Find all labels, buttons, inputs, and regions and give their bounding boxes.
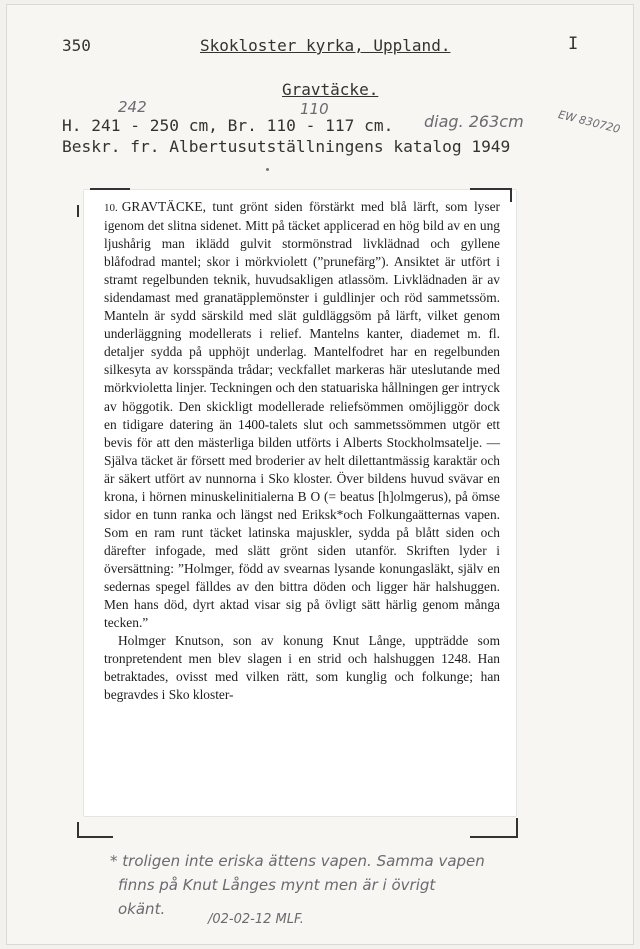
dimensions-line: H. 241 - 250 cm, Br. 110 - 117 cm.	[62, 116, 394, 135]
handwritten-width: 110	[300, 100, 329, 118]
handwritten-signature-date: /02-02-12 MLF.	[208, 912, 304, 927]
page-number: 350	[62, 36, 91, 55]
clipping-paragraph-1-text: GRAVTÄCKE, tunt grönt siden förstärkt med blå lärft, som lyser igenom det slitna sidenet. Mitt på täcket applicerad en hög bild av en ung ljushårig man iklädd gulvit stormönstrad livklädnad och gyllene blåfodrad mantel; skor i mörkviolett (”prunefärg”). Ansiktet är utfört i stramt regelbunden teknik, huvudsakligen atlassöm. Livklädnaden är av sidendamast med granatäpplemönster i guldlinjer och röd sammetssöm. Manteln är sydd särskild med slät guldläggsöm på lärft, vilket genom underläggning modellerats i relief. Mantelns kanter, diademet m. fl. detaljer sydda på upphöjt underlag. Mantelfodret har en regelbunden silkesyta av korsspända trådar; veckfallet markeras här uteslutande med mörkvioletta linjer. Teckningen och den statuariska hållningen ger intryck av höggotik. Den skickligt modellerade reliefsömmen omöjliggör dock en tidigare datering än 1400-talets slut och sammetssömmen utgör ett bevis för att den mästerliga bilden utförts i Alberts Stockholmsatelje. — Själva täcket är försett med broderier av helt dilettantmässig karaktär och är säkert utfört av nunnorna i Sko kloster. Över bildens huvud svävar en krona, i hörnen minuskelinitialerna B O (= beatus [h]olmgerus), på ömse sidor en tunn ranka och längst ned Eriksk*och Folkungaätternas vapen. Som en ram runt täcket latinska majuskler, sydda på blått siden och därefter infogade, med slätt grönt siden utanför. Skriften lyder i översättning: ”Holmger, född av svearnas lysande konungasläkt, själv en sedernas spegel fälldes av den bittra döden och ligger här halshuggen. Men hans död, dyrt aktad visar sig på övligt sätt härlig genom många tecken.”	[104, 199, 500, 631]
source-line: Beskr. fr. Albertusutställningens katalog 1949	[62, 137, 511, 156]
crop-mark-right-bottom	[516, 818, 518, 838]
handwritten-height: 242	[118, 98, 147, 116]
crop-mark-left-top	[77, 205, 79, 217]
page-title: Skokloster kyrka, Uppland.	[200, 36, 451, 55]
handwritten-footnote-line-3: okänt.	[118, 900, 166, 918]
crop-mark-top-right	[470, 188, 510, 190]
clipping-paragraph-2: Holmger Knutson, son av konung Knut Långe, uppträdde som tronpretendent men blev slagen i en strid och halshuggen 1248. Han betraktades, ovisst med vilken rätt, som kunglig och folkunge; han begravdes i Sko kloster-	[104, 633, 500, 703]
handwritten-footnote-line-1: * troligen inte eriska ättens vapen. Samma vapen	[110, 852, 485, 870]
crop-mark-right-top	[510, 188, 512, 202]
card-number: I	[568, 34, 579, 54]
handwritten-diagonal: diag. 263cm	[424, 112, 524, 131]
crop-mark-top-left	[90, 188, 130, 190]
item-number: 10.	[104, 202, 118, 214]
crop-mark-bottom-left	[77, 836, 113, 838]
crop-mark-bottom-right	[470, 836, 516, 838]
clipping-paragraph-1	[104, 198, 500, 632]
clipping-text	[104, 198, 500, 704]
handwritten-code: EW 830720	[556, 108, 622, 136]
object-title: Gravtäcke.	[282, 80, 379, 99]
ink-dot	[266, 168, 269, 171]
handwritten-footnote-line-2: finns på Knut Långes mynt men är i övrigt	[118, 876, 436, 894]
